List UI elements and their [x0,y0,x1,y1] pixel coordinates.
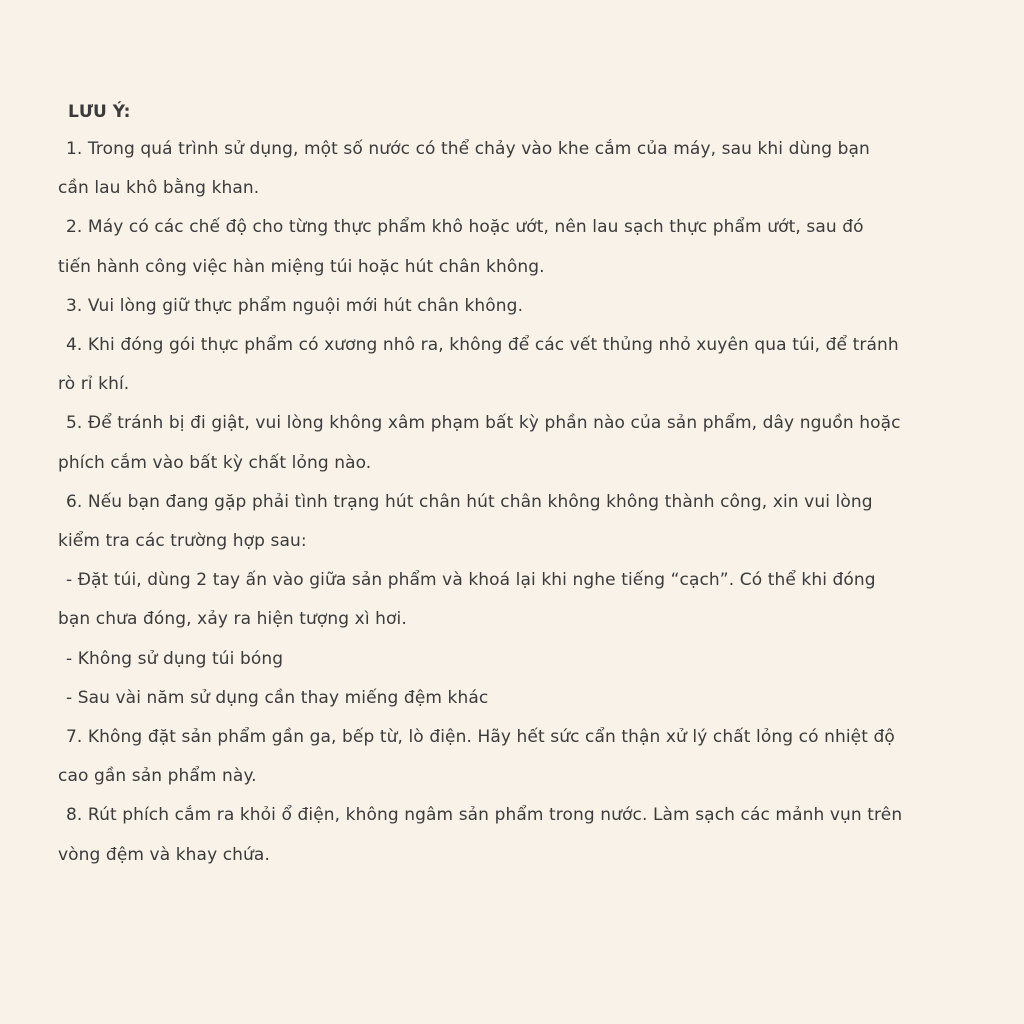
notice-line: - Đặt túi, dùng 2 tay ấn vào giữa sản phẩm và khoá lại khi nghe tiếng “cạch”. Có thể khi đóng [66,570,876,591]
notice-line: 8. Rút phích cắm ra khỏi ổ điện, không ngâm sản phẩm trong nước. Làm sạch các mảnh vụn trên [66,805,903,826]
notice-line: 3. Vui lòng giữ thực phẩm nguội mới hút chân không. [66,295,524,316]
notice-title: LƯU Ý: [68,102,131,122]
notice-list [58,130,978,875]
notice-line: tiến hành công việc hàn miệng túi hoặc hút chân không. [58,256,545,277]
notice-line: bạn chưa đóng, xảy ra hiện tượng xì hơi. [58,609,407,630]
notice-line: 5. Để tránh bị đi giật, vui lòng không xâm phạm bất kỳ phần nào của sản phẩm, dây nguồn hoặc [66,413,901,434]
notice-line: - Sau vài năm sử dụng cần thay miếng đệm khác [66,687,489,708]
notice-line: rò rỉ khí. [58,374,130,395]
notice-line: kiểm tra các trường hợp sau: [58,531,307,552]
notice-line: 4. Khi đóng gói thực phẩm có xương nhô ra, không để các vết thủng nhỏ xuyên qua túi, để tránh [66,335,899,356]
notice-block [58,94,978,875]
notice-line: 2. Máy có các chế độ cho từng thực phẩm khô hoặc ướt, nên lau sạch thực phẩm ướt, sau đó [66,217,864,238]
notice-line: cần lau khô bằng khan. [58,178,260,199]
notice-line: 1. Trong quá trình sử dụng, một số nước có thể chảy vào khe cắm của máy, sau khi dùng bạn [66,139,870,159]
notice-line: 6. Nếu bạn đang gặp phải tình trạng hút chân hút chân không không thành công, xin vui lòng [66,491,873,512]
notice-line: 7. Không đặt sản phẩm gần ga, bếp từ, lò điện. Hãy hết sức cẩn thận xử lý chất lỏng có nhiệt độ [66,727,895,748]
notice-line: cao gần sản phẩm này. [58,766,257,787]
notice-line: vòng đệm và khay chứa. [58,844,270,865]
notice-line: phích cắm vào bất kỳ chất lỏng nào. [58,452,372,473]
notice-line: - Không sử dụng túi bóng [66,648,284,669]
